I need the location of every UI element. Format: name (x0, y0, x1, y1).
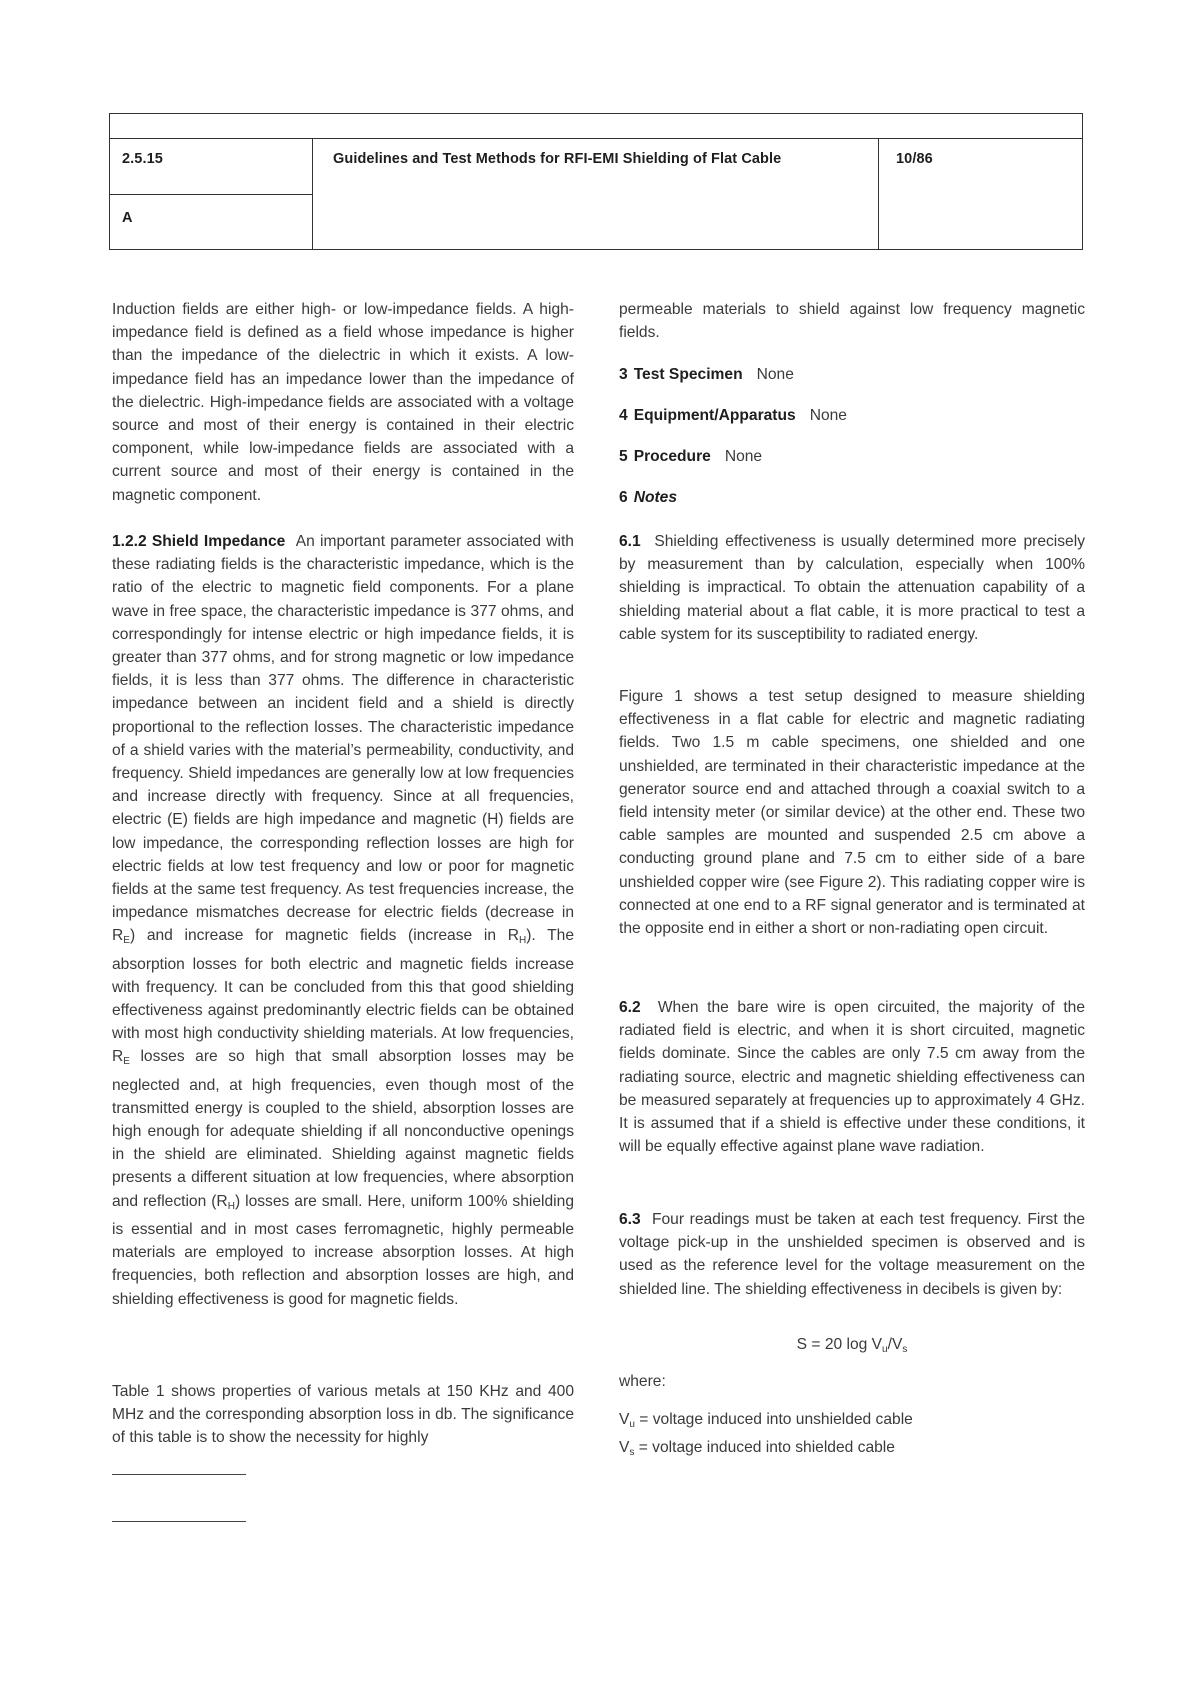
section-value: None (809, 407, 847, 424)
subscript: u (882, 1344, 888, 1355)
paragraph-text: Table 1 shows properties of various metals at 150 KHz and 400 MHz and the corresponding absorption loss in db. The significance of this table is to show the necessity for highly (112, 1383, 574, 1447)
text-run: An important parameter associated with these radiating fields is the characteristic impedance, which is the ratio of the electric to magnetic field components. For a plane wave in free space, the characteristic impedance is 377 ohms, and correspondingly for intense electric or high impedance fields, it is greater than 377 ohms, and for strong magnetic or low impedance fields, it is less than 377 ohms. The difference in characteristic impedance between an incident field and a shield is directly proportional to the reflection losses. The characteristic impedance of a shield varies with the material’s permeability, conductivity, and frequency. Shield impedances are generally low at low frequencies and increase directly with frequency. Since at all frequencies, electric (E) fields are high impedance and magnetic (H) fields are low impedance, the corresponding reflection losses are high for electric fields at low test frequency and low or poor for magnetic fields at the same test frequency. As test frequencies increase, the impedance mismatches decrease for electric fields (decrease in R (112, 533, 574, 945)
subscript: H (227, 1200, 235, 1212)
text-run: When the bare wire is open circuited, the majority of the radiated field is electric, and when it is short circuited, magnetic fields dominate. Since the cables are only 7.5 cm away from the radiating source, electric and magnetic shielding effectiveness can be measured separately at frequencies up to approximately 4 GHz. It is assumed that if a shield is effective under these conditions, it will be equally effective against plane wave radiation. (619, 999, 1085, 1156)
header-top-bar (110, 114, 1082, 139)
note-number: 6.2 (619, 999, 641, 1016)
definition-vu (619, 1408, 1085, 1436)
document-header-table (109, 113, 1083, 250)
paragraph-continuation (619, 298, 1085, 344)
paragraph-text (619, 530, 1085, 646)
definition-text: = voltage induced into shielded cable (634, 1439, 895, 1457)
note-number: 6.3 (619, 1211, 641, 1228)
section-number: 3 (619, 366, 628, 383)
subscript: E (123, 1056, 130, 1068)
section-number: 4 (619, 407, 628, 424)
symbol: V (619, 1439, 630, 1457)
text-run: losses are so high that small absorption losses may be neglected and, at high frequencies, even though most of the transmitted energy is coupled to the shield, absorption losses are high enough for adequate shielding if all nonconductive openings in the shield are eliminated. Shielding against magnetic fields presents a different situation at low frequencies, where absorption and reflection (R (112, 1048, 574, 1210)
paragraph-table-1 (112, 1380, 574, 1450)
footnote-rule (112, 1521, 246, 1522)
paragraph-text (619, 996, 1085, 1158)
text-run: ). The absorption losses for both electric and magnetic fields increase with frequency. It can be concluded from this that good shielding effectiveness against predominantly electric fields can be obtained with most high conductivity shielding materials. At low frequencies, R (112, 927, 575, 1066)
text-run: ) and increase for magnetic fields (increase in R (129, 927, 519, 945)
section-1-2-2-shield-impedance (112, 530, 574, 1311)
section-number: 6 (619, 489, 628, 506)
text-run: Four readings must be taken at each test frequency. First the voltage pick-up in the unshielded specimen is observed and is used as the reference level for the voltage measurement on the shielded line. The shielding effectiveness in decibels is given by: (619, 1211, 1085, 1298)
section-5-procedure (619, 448, 762, 466)
definition-text: = voltage induced into unshielded cable (634, 1411, 913, 1428)
definition-vs (619, 1436, 1085, 1464)
where-label (619, 1370, 1085, 1393)
revision-letter: A (122, 210, 133, 226)
subscript: E (123, 935, 130, 947)
footnote-rule (112, 1474, 246, 1475)
doc-title: Guidelines and Test Methods for RFI-EMI Shielding of Flat Cable (333, 151, 782, 167)
variable-definitions (619, 1408, 1085, 1464)
paragraph-figure-1 (619, 685, 1085, 940)
section-3-test-specimen (619, 366, 794, 384)
section-6-notes (619, 489, 677, 507)
section-title: Test Specimen (633, 366, 743, 383)
paragraph-text: Induction fields are either high- or low-impedance fields. A high-impedance field is defined as a field whose impedance is higher than the impedance of the dielectric in which it exists. A low-impedance field has an impedance lower than the impedance of the dielectric. High-impedance fields are associated with a voltage source and most of their energy is contained in their electric component, while low-impedance fields are associated with a current source and most of their energy is contained in the magnetic component. (112, 301, 574, 504)
doc-number: 2.5.15 (122, 151, 163, 167)
paragraph-text (619, 1208, 1085, 1301)
paragraph-text: Figure 1 shows a test setup designed to measure shielding effectiveness in a flat cable for electric and magnetic radiating fields. Two 1.5 m cable specimens, one shielded and one unshielded, are terminated in their characteristic impedance at the generator source end and attached through a coaxial switch to a field intensity meter (or similar device) at the other end. These two cable samples are mounted and suspended 2.5 cm above a conducting ground plane and 7.5 cm to either side of a bare unshielded copper wire (see Figure 2). This radiating copper wire is connected at one end to a RF signal generator and is terminated at the opposite end in either a short or non-radiating open circuit. (619, 688, 1085, 938)
doc-date: 10/86 (896, 151, 933, 167)
subscript: H (518, 935, 527, 947)
note-6-3 (619, 1208, 1085, 1301)
section-title: Procedure (633, 448, 711, 465)
symbol: V (619, 1411, 630, 1428)
shielding-equation (619, 1336, 1085, 1355)
text-run: ) losses are small. Here, uniform 100% shielding is essential and in most cases ferromagnetic, highly permeable materials are employed to increase absorption losses. At high frequencies, both reflection and absorption losses are high, and shielding effectiveness is good for magnetic fields. (112, 1192, 574, 1308)
note-number: 6.1 (619, 533, 641, 550)
paragraph-induction-fields (112, 298, 574, 507)
section-title: Notes (633, 489, 678, 506)
subscript: s (902, 1344, 908, 1355)
paragraph-text: where: (619, 1373, 666, 1390)
paragraph-text: permeable materials to shield against low frequency magnetic fields. (619, 301, 1085, 342)
section-number: 5 (619, 448, 628, 465)
subscript: u (629, 1419, 635, 1430)
equation-text: S = 20 log V (796, 1336, 883, 1353)
note-6-1 (619, 530, 1085, 646)
section-value: None (756, 366, 794, 383)
paragraph-text (112, 530, 574, 1311)
equation-text: /V (887, 1336, 903, 1353)
text-run: Shielding effectiveness is usually determined more precisely by measurement than by calculation, especially when 100% shielding is impractical. To obtain the attenuation capability of a shielding material about a flat cable, it is more practical to test a cable system for its susceptibility to radiated energy. (619, 533, 1085, 643)
subscript: s (629, 1447, 635, 1459)
note-6-2 (619, 996, 1085, 1158)
section-heading: 1.2.2 Shield Impedance (112, 533, 286, 550)
section-title: Equipment/Apparatus (633, 407, 796, 424)
section-value: None (724, 448, 763, 465)
section-4-equipment (619, 407, 847, 425)
